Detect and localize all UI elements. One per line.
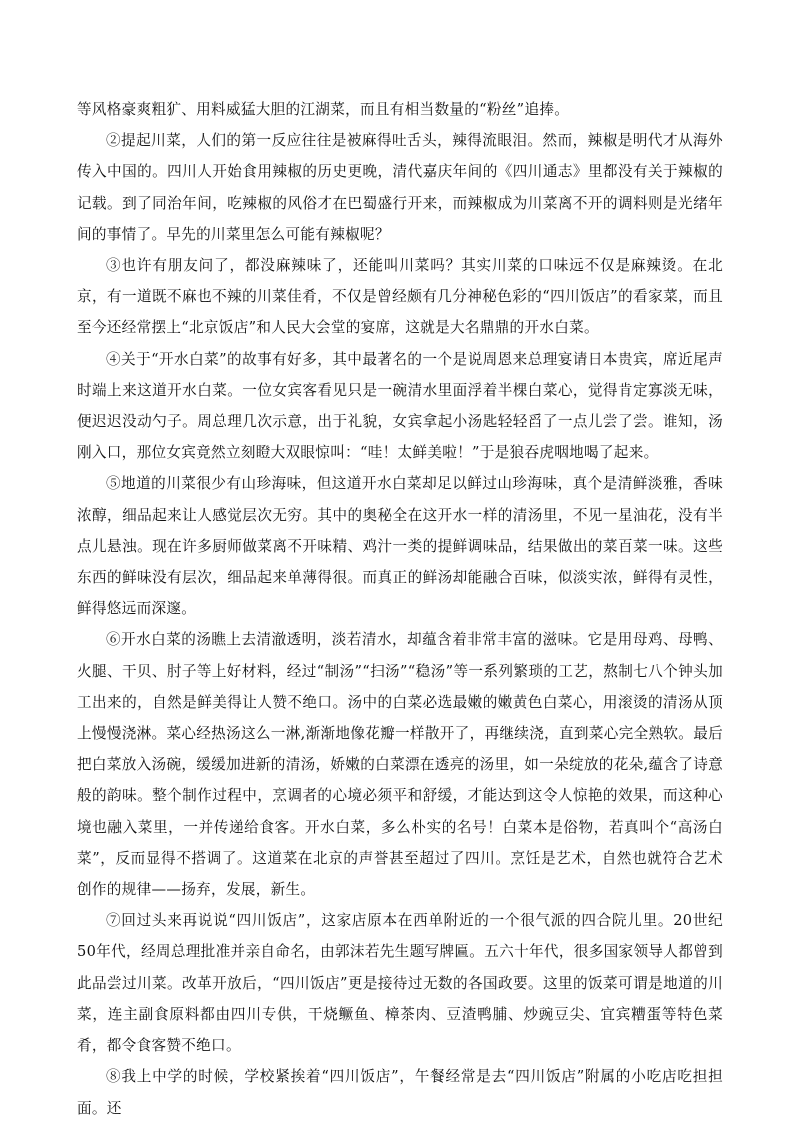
paragraph-2: ②提起川菜，人们的第一反应往往是被麻得吐舌头，辣得流眼泪。然而，辣椒是明代才从海外传入中国的。四川人开始食用辣椒的历史更晚，清代嘉庆年间的《四川通志》里都没有关于辣椒的记载。到了同治年间，吃辣椒的风俗才在巴蜀盛行开来，而辣椒成为川菜离不开的调料则是光绪年间的事情了。早先的川菜里怎么可能有辣椒呢？ bbox=[77, 132, 723, 243]
paragraph-7: ⑦回过头来再说说“四川饭店”，这家店原本在西单附近的一个很气派的四合院儿里。20世纪50年代，经周总理批准并亲自命名，由郭沫若先生题写牌匾。五六十年代，很多国家领导人都曾到此品尝过川菜。改革开放后，“四川饭店”更是接待过无数的各国政要。这里的饭菜可谓是地道的川菜，连主副食原料都由四川专供，干烧鳜鱼、樟茶肉、豆渣鸭脯、炒豌豆尖、宜宾糟蛋等特色菜肴，都令食客赞不绝口。 bbox=[77, 912, 723, 1055]
paragraph-8: ⑧我上中学的时候，学校紧挨着“四川饭店”，午餐经常是去“四川饭店”附属的小吃店吃担担面。还 bbox=[77, 1068, 723, 1117]
document-page bbox=[77, 94, 723, 1124]
paragraph-1-continued: 等风格豪爽粗犷、用料威猛大胆的江湖菜，而且有相当数量的“粉丝”追捧。 bbox=[77, 101, 570, 118]
paragraph-5: ⑤地道的川菜很少有山珍海味，但这道开水白菜却足以鲜过山珍海味，真个是清鲜淡雅，香味浓醇，细品起来让人感觉层次无穷。其中的奥秘全在这开水一样的清汤里，不见一星油花，没有半点儿悬浊。现在许多厨师做菜离不开味精、鸡汁一类的提鲜调味品，结果做出的菜百菜一味。这些东西的鲜味没有层次，细品起来单薄得很。而真正的鲜汤却能融合百味，似淡实浓，鲜得有灵性，鲜得悠远而深邃。 bbox=[77, 475, 723, 618]
paragraph-3: ③也许有朋友问了，都没麻辣味了，还能叫川菜吗？其实川菜的口味远不仅是麻辣烫。在北京，有一道既不麻也不辣的川菜佳肴，不仅是曾经颇有几分神秘色彩的“四川饭店”的看家菜，而且至今还经常摆上“北京饭店”和人民大会堂的宴席，这就是大名鼎鼎的开水白菜。 bbox=[77, 257, 723, 337]
paragraph-6: ⑥开水白菜的汤瞧上去清澈透明，淡若清水，却蕴含着非常丰富的滋味。它是用母鸡、母鸭、火腿、干贝、肘子等上好材料，经过“制汤”“扫汤”“稳汤”等一系列繁琐的工艺，熬制七八个钟头加工出来的，自然是鲜美得让人赞不绝口。汤中的白菜必选最嫩的嫩黄色白菜心，用滚烫的清汤从顶上慢慢浇淋。菜心经热汤这么一淋,渐渐地像花瓣一样散开了，再继续浇，直到菜心完全熟软。最后把白菜放入汤碗，缓缓加进新的清汤，娇嫩的白菜漂在透亮的汤里，如一朵绽放的花朵,蕴含了诗意般的韵味。整个制作过程中，烹调者的心境必须平和舒缓，才能达到这令人惊艳的效果，而这种心境也融入菜里，一并传递给食客。开水白菜，多么朴实的名号！白菜本是俗物，若真叫个“高汤白菜”，反而显得不搭调了。这道菜在北京的声誉甚至超过了四川。烹饪是艺术，自然也就符合艺术创作的规律——扬弃，发展，新生。 bbox=[77, 631, 723, 899]
paragraph-4: ④关于“开水白菜”的故事有好多，其中最著名的一个是说周恩来总理宴请日本贵宾，席近尾声时端上来这道开水白菜。一位女宾客看见只是一碗清水里面浮着半棵白菜心，觉得肯定寡淡无味，便迟迟没动勺子。周总理几次示意，出于礼貌，女宾拿起小汤匙轻轻舀了一点儿尝了尝。谁知，汤刚入口，那位女宾竟然立刻瞪大双眼惊叫：“哇！太鲜美啦！”于是狼吞虎咽地喝了起来。 bbox=[77, 350, 723, 462]
